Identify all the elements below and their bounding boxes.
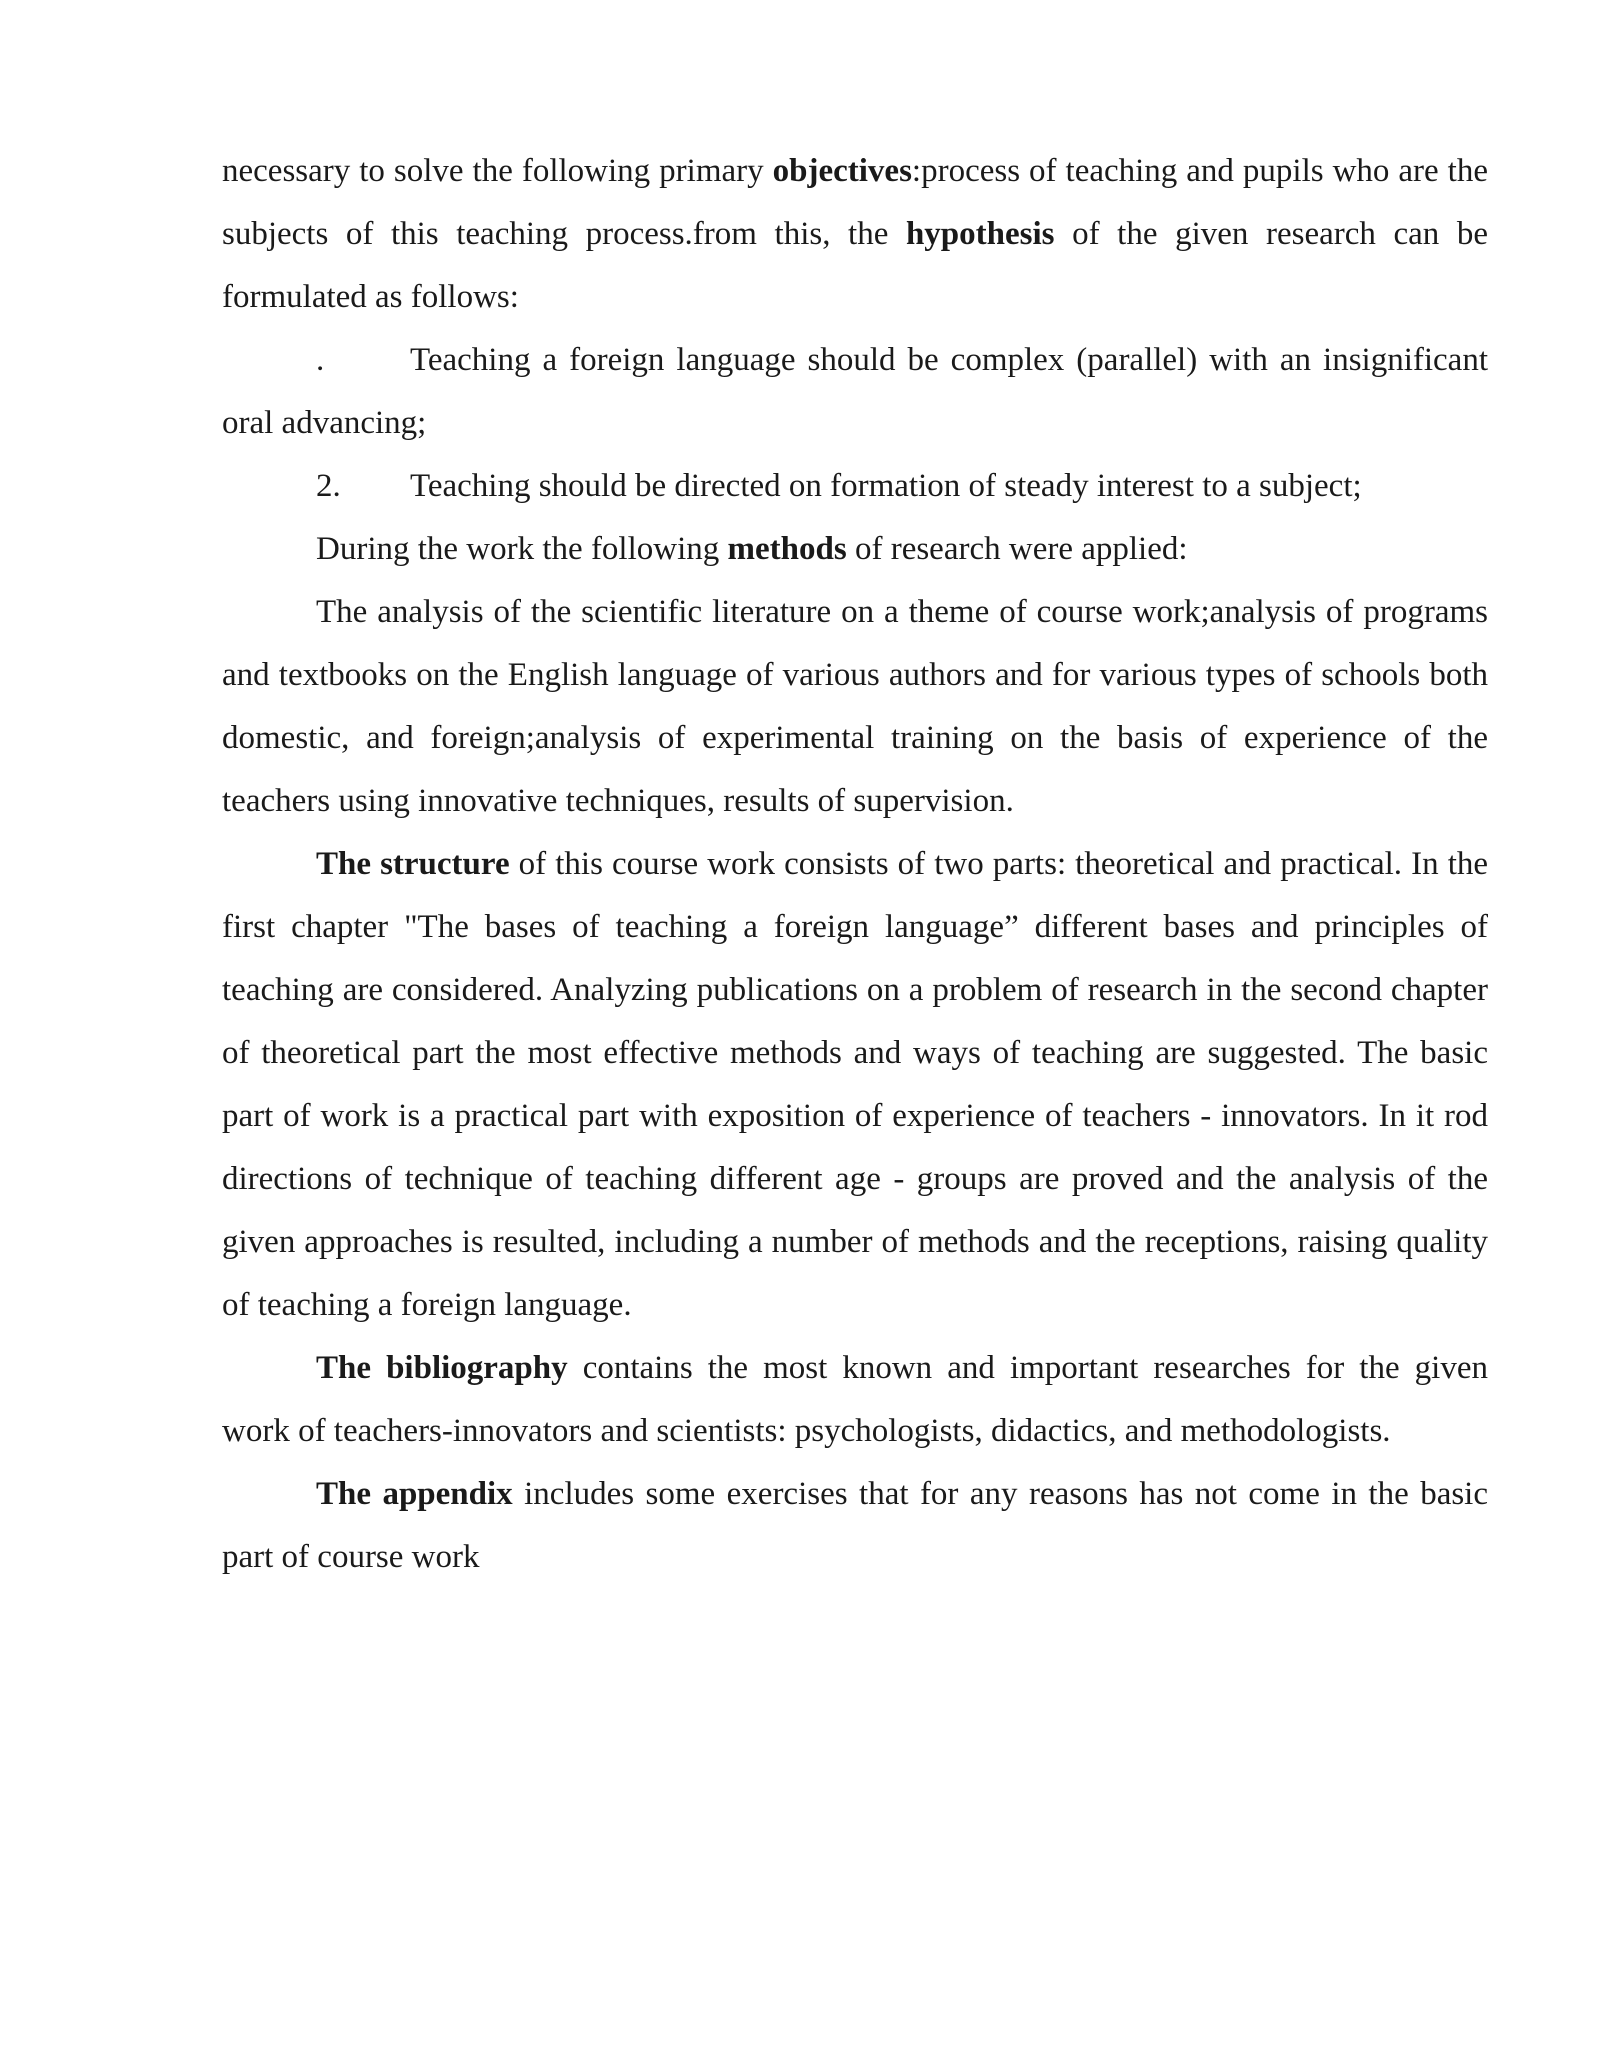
list-item-text: Teaching should be directed on formation of steady interest to a subject; [410,468,1362,504]
list-item-1 [222,329,1488,455]
paragraph-appendix [222,1463,1488,1589]
paragraph-structure [222,833,1488,1337]
paragraph-bibliography [222,1337,1488,1463]
list-number: 2. [316,468,341,504]
list-number: . [316,342,325,378]
bold-term-methods: methods [727,531,847,567]
text-run: of this course work consists of two parts: theoretical and practical. In the first chapter "The bases of teaching a foreign language” different bases and principles of teaching are considered. Analyzing publications on a problem of research in the second chapter of theoretical part the most effective methods and ways of teaching are suggested. The basic part of work is a practical part with exposition of experience of teachers - innovators. In it rod directions of technique of teaching different age - groups are proved and the analysis of the given approaches is resulted, including a number of methods and the receptions, raising quality of teaching a foreign language. [222,846,1489,1323]
text-run: necessary to solve the following primary [222,153,773,189]
list-item-text: Teaching a foreign language should be complex (parallel) with an insignificant oral advancing; [222,342,1488,441]
bold-term-objectives: objectives [772,153,912,189]
bold-term-bibliography: The bibliography [316,1350,568,1386]
text-run: includes some exercises that for any reasons has not come in the basic part of course work [222,1476,1488,1575]
paragraph-analysis [222,581,1488,833]
paragraph-methods [222,518,1488,581]
text-run: of research were applied: [846,531,1188,567]
document-page [222,140,1488,1589]
text-run: of the given research can be formulated as follows: [222,216,1488,315]
text-run: During the work the following [316,531,728,567]
bold-term-appendix: The appendix [316,1476,513,1512]
list-item-2 [222,455,1488,518]
bold-term-structure: The structure [316,846,510,882]
text-run: :process of teaching and pupils who are the subjects of this teaching process.from this, the [222,153,1488,252]
paragraph-objectives-hypothesis [222,140,1488,329]
text-run: The analysis of the scientific literature on a theme of course work;analysis of programs and textbooks on the English language of various authors and for various types of schools both domestic, and foreign;analysis of experimental training on the basis of experience of the teachers using innovative techniques, results of supervision. [222,594,1488,819]
text-run: contains the most known and important researches for the given work of teachers-innovators and scientists: psychologists, didactics, and methodologists. [222,1350,1489,1449]
bold-term-hypothesis: hypothesis [905,216,1055,252]
